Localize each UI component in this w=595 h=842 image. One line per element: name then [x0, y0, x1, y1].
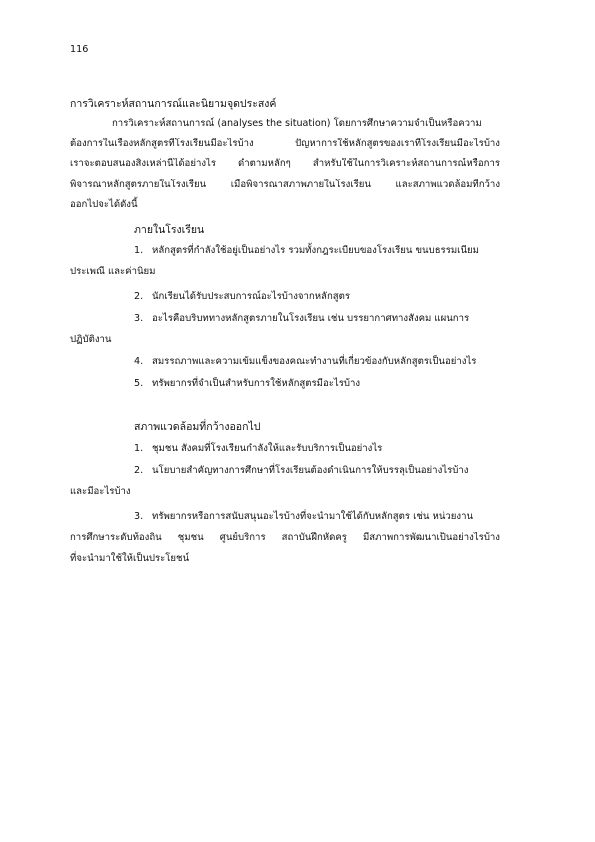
- s2-item1-line1: ชุมชน สังคมที่โรงเรียนกำลังให้และรับบริการเป็นอย่างไร: [152, 443, 383, 454]
- s2-item2-line2: และมีอะไรบ้าง: [70, 486, 131, 497]
- s2-item3-line1: ทรัพยากรหรือการสนับสนุนอะไรบ้างที่จะนำมาใช้ได้กับหลักสูตร เช่น หน่วยงาน: [152, 511, 474, 522]
- intro-line-2: ต้องการในเรื่องหลักสูตรที่โรงเรียนมีอะไรบ้าง ปัญหาการใช้หลักสูตรของเราที่โรงเรียนมีอะไรบ้าง: [70, 138, 500, 149]
- s1-item3-num: 3.: [134, 313, 144, 324]
- intro-line-5: ออกไปจะได้ดังนี้: [70, 199, 138, 210]
- intro-line-1: การวิเคราะห์สถานการณ์ (analyses the situation) โดยการศึกษาความจำเป็นหรือความ: [112, 118, 482, 129]
- s1-item2-num: 2.: [134, 291, 144, 302]
- section1-title: ภายในโรงเรียน: [134, 224, 205, 236]
- s1-item3-line2: ปฏิบัติงาน: [70, 334, 112, 345]
- s1-item4-line1: สมรรถภาพและความเข้มแข็งของคณะทำงานที่เกี่ยวข้องกับหลักสูตรเป็นอย่างไร: [152, 356, 477, 367]
- s1-item5-num: 5.: [134, 378, 144, 389]
- s1-item2-line1: นักเรียนได้รับประสบการณ์อะไรบ้างจากหลักสูตร: [152, 291, 350, 302]
- s1-item5-line1: ทรัพยากรที่จำเป็นสำหรับการใช้หลักสูตรมีอะไรบ้าง: [152, 378, 361, 389]
- s2-item3-line2: การศึกษาระดับท้องถิ่น ชุมชน ศูนย์บริการ สถาบันฝึกหัดครู มีสภาพการพัฒนาเป็นอย่างไรบ้าง: [70, 532, 500, 543]
- s1-item1-line2: ประเพณี และค่านิยม: [70, 266, 156, 277]
- s1-item3-line1: อะไรคือบริบททางหลักสูตรภายในโรงเรียน เช่น บรรยากาศทางสังคม แผนการ: [152, 313, 470, 324]
- s1-item4-num: 4.: [134, 356, 144, 367]
- section-heading: การวิเคราะห์สถานการณ์และนิยามจุดประสงค์: [70, 98, 277, 110]
- s1-item1-num: 1.: [134, 245, 144, 256]
- s2-item3-line3: ที่จะนำมาใช้ให้เป็นประโยชน์: [70, 553, 190, 564]
- s2-item2-line1: นโยบายสำคัญทางการศึกษาที่โรงเรียนต้องดำเนินการให้บรรลุเป็นอย่างไรบ้าง: [152, 465, 469, 476]
- s2-item2-num: 2.: [134, 465, 144, 476]
- s2-item3-num: 3.: [134, 511, 144, 522]
- intro-line-3: เราจะตอบสนองสิ่งเหล่านี้ได้อย่างไร ดำตามหลักๆ สำหรับใช้ในการวิเคราะห์สถานการณ์หรือการ: [70, 158, 500, 169]
- s2-item1-num: 1.: [134, 443, 144, 454]
- s1-item1-line1: หลักสูตรที่กำลังใช้อยู่เป็นอย่างไร รวมทั้งกฎระเบียบของโรงเรียน ขนบธรรมเนียม: [152, 245, 479, 256]
- intro-line-4: พิจารณาหลักสูตรภายในโรงเรียน เมื่อพิจารณาสภาพภายในโรงเรียน และสภาพแวดล้อมที่กว้าง: [70, 179, 500, 190]
- page-number: 116: [70, 44, 89, 55]
- section2-title: สภาพแวดล้อมที่กว้างออกไป: [134, 421, 261, 433]
